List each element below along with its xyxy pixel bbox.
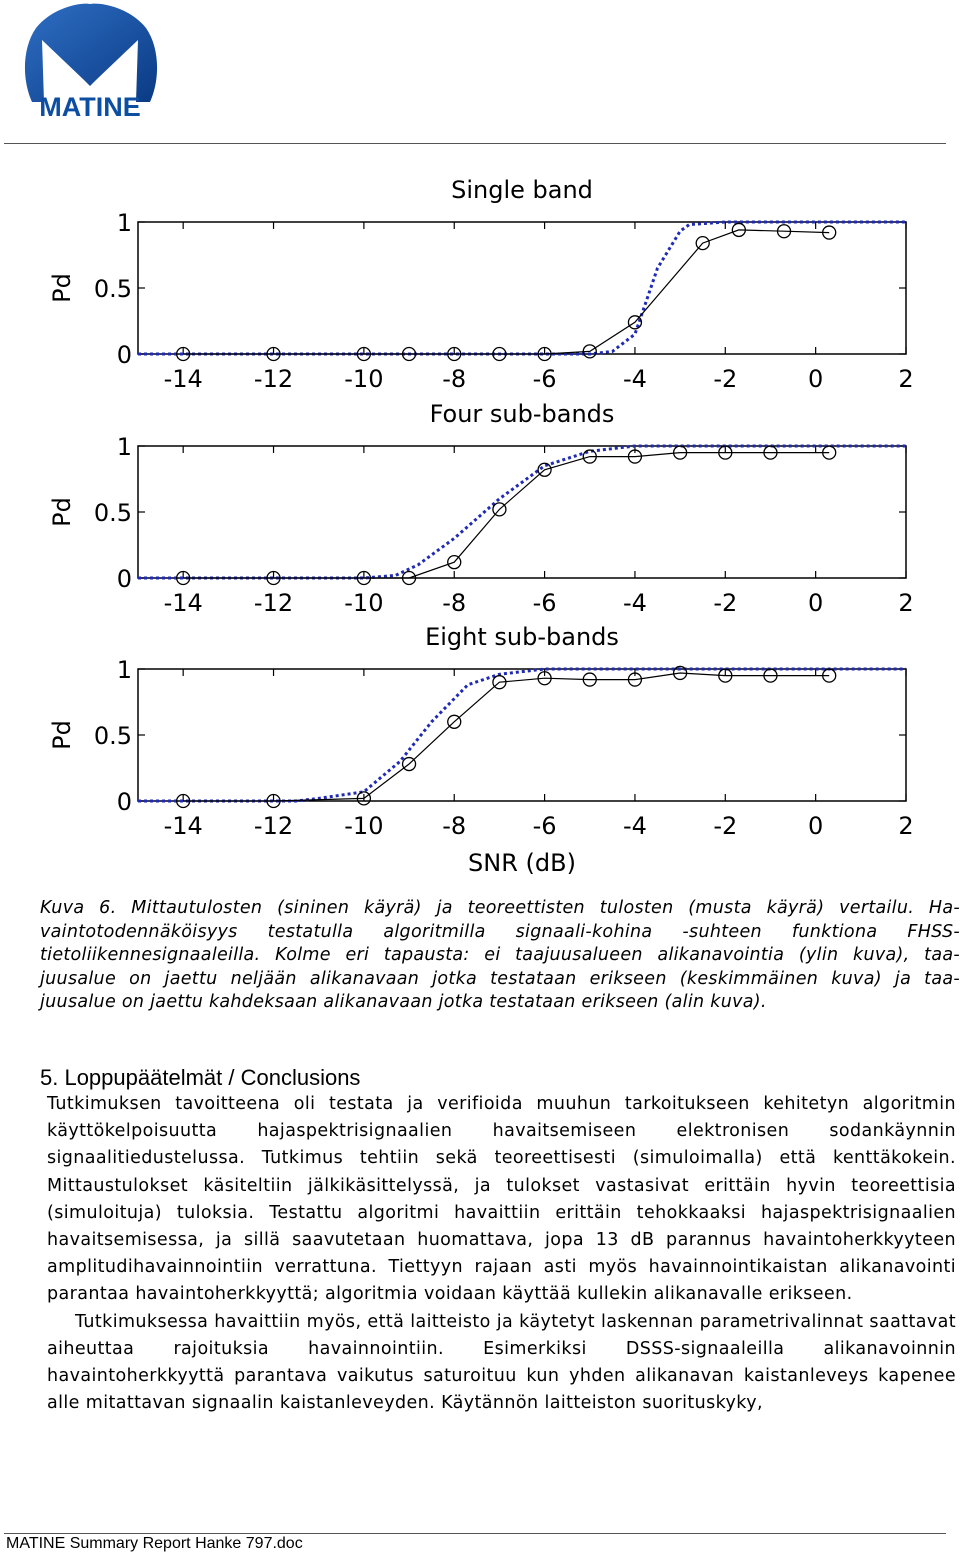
caption-line: Kuva 6. Mittautulosten (sininen käyrä) ja teoreettisten tulosten (musta käyrä) vertailu. Ha- [40,898,960,918]
footer-rule [4,1533,946,1534]
matine-logo [18,2,163,120]
y-tick-label: 0.5 [93,275,132,303]
plot-panel [48,400,914,617]
header-rule [4,143,946,144]
caption-line: juusalue on jaettu kahdeksaan alikanavaan jotka testataan erikseen (alin kuva). [40,992,767,1012]
x-tick-label: -8 [442,812,467,840]
x-tick-label: 2 [898,365,914,393]
conclusions-paragraph-1: Tutkimuksen tavoitteena oli testata ja verifioida muuhun tarkoitukseen kehitetyn algoritmin käyttökelpoisuutta hajaspektrisignaalien havaitsemiseen elektronisen sodankäynnin signaalitiedustelussa. Tutkimus tehtiin sekä teoreettisesti (simuloimalla) että kenttäkokein. Mittaustulokset käsiteltiin jälkikäsittelyssä, ja tulokset vastasivat erittäin hyvin teoreettisia (simuloituja) tuloksia. Testattu algoritmi havaittiin erittäin tehokkaaksi hajaspektrisignaalien havaitsemisessa, ja sillä saavutetaan huomattava, jopa 13 dB parannus havaintoherkkyyteen amplitudihavainnointiin verrattuna. Tiettyyn rajaan asti myös havainnointikaistan alikanavointi parantaa havaintoherkkyyttä; algoritmia voidaan käyttää kullekin alikanavalle erikseen. [47,1094,956,1305]
caption-line: juusalue on jaettu neljään alikanavaan jotka testataan erikseen (keskimmäinen kuva) ja taa- [40,968,960,989]
x-tick-label: -8 [442,589,467,617]
figure-caption [40,897,960,1015]
conclusions-paragraph-2: Tutkimuksessa havaittiin myös, että laitteisto ja käytetyt laskennan parametrivalinnat saattavat aiheuttaa rajoituksia havainnointiin. Esimerkiksi DSSS-signaaleilla alikanavoinnin havaintoherkkyyttä parantava vaikutus saturoituu kun yhden alikanavan kaistanleveys kapenee alle mitattavan signaalin kaistanleveyden. Käytännön laitteiston suorituskyky, [47,1311,956,1414]
x-tick-label: -10 [344,365,384,393]
x-tick-label: -6 [532,365,557,393]
y-axis-label: Pd [48,497,76,527]
y-tick-label: 1 [116,209,132,237]
x-tick-label: 2 [898,812,914,840]
plot-frame [138,669,906,801]
x-tick-label: -14 [163,812,203,840]
x-tick-label: -8 [442,365,467,393]
logo-emblem [25,4,157,102]
theory-series-line [183,453,829,578]
plot-title: Single band [451,176,593,204]
theory-series-line [183,230,829,354]
x-tick-label: -2 [713,812,738,840]
y-tick-label: 0.5 [93,499,132,527]
measured-series-line [138,669,906,801]
caption-line: vaintotodennäköisyys testatulla algoritmilla signaali-kohina -suhteen funktiona FHSS- [40,921,960,942]
y-tick-label: 0.5 [93,722,132,750]
y-tick-label: 1 [116,656,132,684]
y-axis-label: Pd [48,720,76,750]
x-tick-label: -12 [253,365,294,393]
y-tick-label: 0 [116,788,132,816]
x-tick-label: -10 [344,812,384,840]
plot-frame [138,446,906,578]
x-tick-label: 0 [808,812,824,840]
plot-title: Four sub-bands [429,400,615,428]
x-tick-label: -4 [622,812,647,840]
y-tick-label: 1 [116,433,132,461]
measured-series-line [138,222,906,354]
x-tick-label: -12 [253,589,294,617]
x-tick-label: -2 [713,365,738,393]
measured-series-line [138,446,906,578]
x-tick-label: 0 [808,365,824,393]
x-tick-label: -4 [622,365,647,393]
x-tick-label: 2 [898,589,914,617]
plot-frame [138,222,906,354]
caption-line: tietoliikennesignaaleilla. Kolme eri tapausta: ei taajuusalueen alikanavointia (ylin kuva), taa- [40,945,960,965]
x-axis-label: SNR (dB) [468,849,576,877]
conclusions-body [47,1091,956,1417]
x-tick-label: -14 [163,365,203,393]
plot-panel [48,176,914,393]
x-tick-label: 0 [808,589,824,617]
plot-title: Eight sub-bands [425,623,619,651]
section-heading: 5. Loppupäätelmät / Conclusions [40,1065,361,1090]
x-tick-label: -10 [344,589,384,617]
y-tick-label: 0 [116,565,132,593]
detection-probability-figure [40,168,930,880]
y-tick-label: 0 [116,341,132,369]
x-tick-label: -4 [622,589,647,617]
y-axis-label: Pd [48,273,76,303]
x-tick-label: -14 [163,589,203,617]
logo-text: MATINE [39,92,141,120]
x-tick-label: -6 [532,812,557,840]
page-footer: MATINE Summary Report Hanke 797.doc [6,1535,303,1552]
plot-panel [48,623,914,877]
theory-series-line [183,673,829,801]
x-tick-label: -6 [532,589,557,617]
x-tick-label: -12 [253,812,294,840]
x-tick-label: -2 [713,589,738,617]
